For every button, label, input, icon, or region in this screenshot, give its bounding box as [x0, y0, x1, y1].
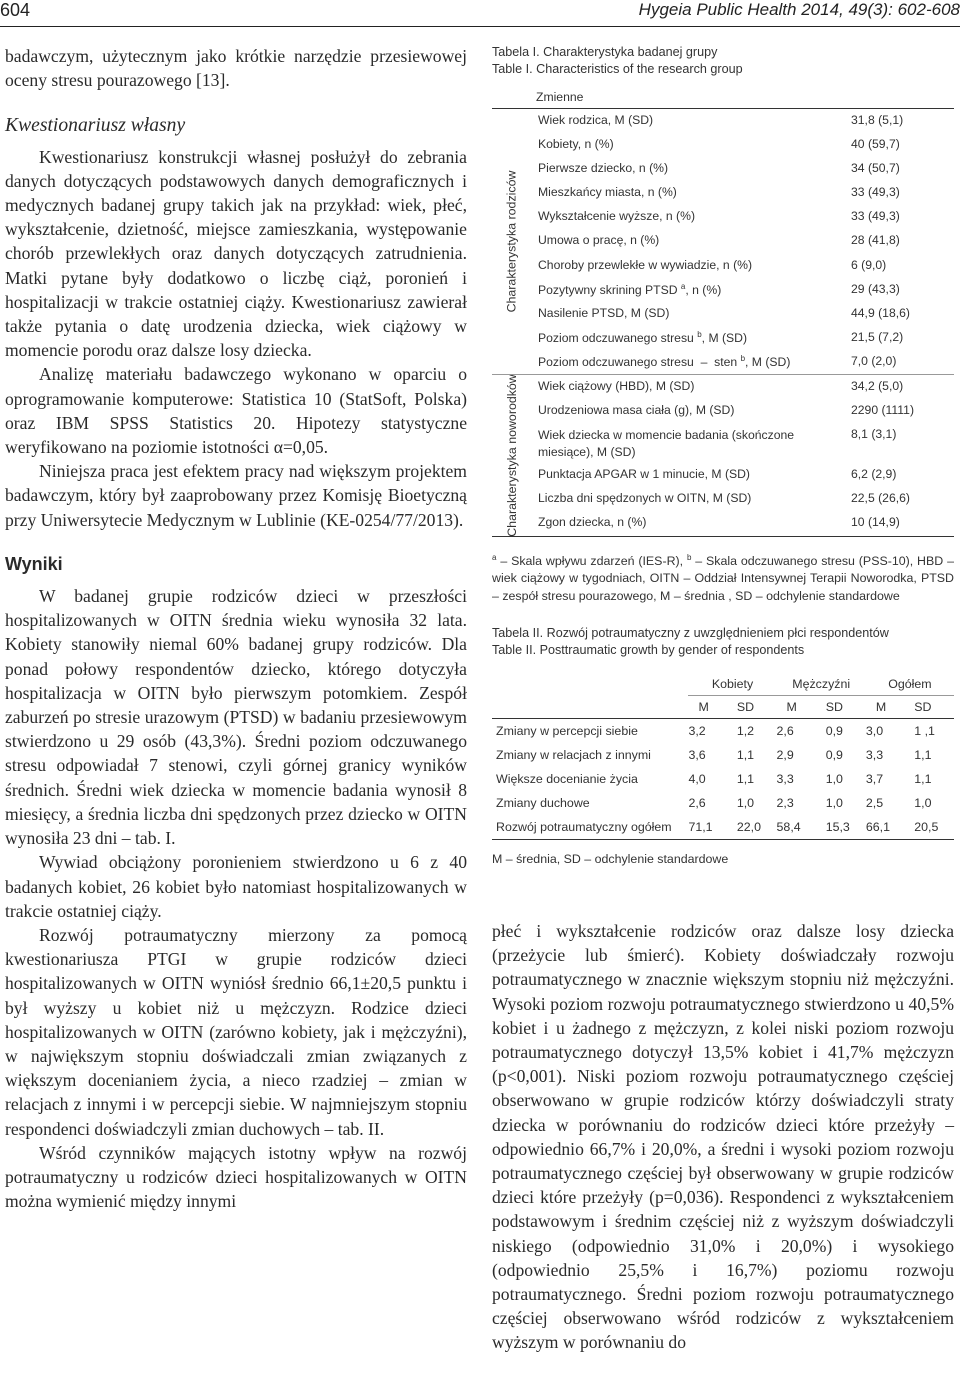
table-row: [492, 791, 954, 815]
cell: 1,0: [736, 796, 755, 811]
table-row: [492, 229, 954, 253]
row-value: 44,9 (18,6): [851, 305, 910, 320]
cell: 3,7: [865, 772, 884, 787]
table-row: [492, 350, 954, 374]
cell: 3,2: [688, 724, 706, 739]
left-column: [5, 44, 467, 1213]
paragraph: Rozwój potraumatyczny mierzony za pomocą kwestionariusza PTGI w grupie rodziców dzieci hospitalizowanych w OITN wyniósł średnio 66,1±20,5 punktu i był wyższy u kobiet niż u mężczyzn. Rodzice dzieci hospitalizowanych w OITN (zarówno kobiety, jak i mężczyźni), w największym stopniu doświadczali zmian związanych z większym docenianiem życia, a nieco rzadziej – zmian w relacjach z innymi i w percepcji siebie. W najmniejszym stopniu respondenci doświadczyli zmian duchowych – tab. II.: [5, 924, 467, 1139]
cell: 15,3: [826, 815, 866, 840]
group-label: Charakterystyka rodziców: [504, 170, 519, 313]
row-value: 7,0 (2,0): [851, 353, 897, 368]
header-cell: SD: [826, 696, 866, 719]
right-body-text: płeć i wykształcenie rodziców oraz dalsze losy dziecka (przeżycie lub śmierć). Kobiety doświadczały rozwoju potraumatycznego w znacznie większym stopniu niż mężczyźni. Wysoki poziom rozwoju potraumatycznego stwierdzono u 40,5% kobiet i u żadnego z mężczyzn, z kolei niski poziom rozwoju potraumatycznego dotyczył 13,5% kobiet i 41,7% mężczyzn (p<0,001). Niski poziom rozwoju potraumatycznego częściej obserwowano w grupie rodziców którzy doświadczyli straty dziecka w porównaniu do rodziców dzieci które przeżyły – odpowiednio 66,7% i 20,0%, a średni i wysoki poziom rozwoju potraumatycznego częściej był obserwowany w grupie rodziców dzieci które przeżyły (p=0,036). Respondenci z wykształceniem podstawowym i średnim częściej niż z wyższym doświadczyli niskiego (odpowiednio 31,0% i 20,0%) i wysokiego (odpowiednio 25,5% i 16,7%) poziomu rozwoju potraumatycznego. Średni poziom rozwoju potraumatycznego częściej obserwowano wśród rodziców z wykształceniem wyższym w porównaniu do: [492, 921, 954, 1353]
cell: 1,1: [736, 772, 755, 787]
row-label: Pierwsze dziecko, n (%): [538, 161, 669, 176]
section-heading-results: Wyniki: [5, 553, 63, 574]
cell: 3,0: [865, 724, 884, 739]
cell: 1,0: [914, 796, 932, 811]
cell: 2,5: [865, 796, 884, 811]
row-value: 6,2 (2,9): [851, 467, 897, 482]
table-row: [492, 181, 954, 205]
row-label: Punktacja APGAR w 1 minucie, M (SD): [538, 467, 750, 482]
footnote-mark: b: [740, 353, 746, 363]
header-cell: SD: [914, 696, 954, 719]
row-value: 33 (49,3): [851, 185, 900, 200]
row-label: Mieszkańcy miasta, n (%): [538, 185, 677, 200]
row-value: 33 (49,3): [851, 209, 900, 224]
row-label: Wiek dziecka w momencie badania (skończone miesiące), M (SD): [538, 428, 795, 460]
table-row: [492, 278, 954, 302]
cell: 2,6: [776, 724, 794, 739]
row-label-text: Poziom odczuwanego stresu – sten: [538, 355, 738, 369]
table-row: [492, 815, 954, 840]
row-label: Rozwój potraumatyczny ogółem: [492, 815, 688, 840]
cell: 1,1: [914, 772, 932, 787]
paragraph: Wywiad obciążony poronieniem stwierdzono u 6 z 40 badanych kobiet, 26 kobiet było natomiast hospitalizowanych w trakcie ostatniej ciąży.: [5, 852, 467, 921]
cell: 3,6: [688, 748, 706, 763]
table-row: [492, 374, 954, 399]
cell: 2,9: [776, 748, 794, 763]
table-row: [492, 133, 954, 157]
row-label: Wykształcenie wyższe, n (%): [538, 209, 696, 224]
table1-caption: [492, 44, 954, 78]
group-label: Charakterystyka noworodków: [504, 373, 519, 537]
table-row: [492, 719, 954, 744]
footnote-mark: a: [492, 552, 497, 562]
cell: 1 ,1: [914, 724, 935, 739]
table1-footnote: [492, 549, 954, 606]
table2-caption-en: Table II. Posttraumatic growth by gender of respondents: [492, 643, 805, 658]
table-row: [492, 302, 954, 326]
row-label: Wiek ciążowy (HBD), M (SD): [538, 379, 695, 394]
header-cell: Ogółem: [866, 673, 954, 696]
table1-header-label: Zmienne: [536, 90, 584, 104]
table-row: [492, 399, 954, 423]
cell: 3,3: [865, 748, 884, 763]
row-label: Zgon dziecka, n (%): [538, 515, 647, 530]
cell: 20,5: [914, 815, 954, 840]
header-cell: M: [688, 696, 736, 719]
table-row: [492, 423, 954, 463]
row-label: [538, 282, 803, 297]
row-label-tail: , M (SD): [745, 355, 791, 369]
cell: 58,4: [777, 815, 826, 840]
table2-caption-pl: Tabela II. Rozwój potraumatyczny z uwzględnieniem płci respondentów: [492, 626, 889, 641]
footnote-mark: b: [697, 329, 702, 339]
cell: 1,0: [825, 772, 843, 787]
row-label-tail: , n (%): [685, 282, 722, 297]
row-value: 6 (9,0): [851, 257, 887, 272]
cell: 66,1: [866, 815, 914, 840]
table2: [492, 673, 954, 840]
row-value: 10 (14,9): [851, 515, 900, 530]
header-cell: M: [866, 696, 914, 719]
table-row: [492, 511, 954, 536]
right-column: [492, 44, 954, 866]
row-label: Umowa o pracę, n (%): [538, 233, 660, 248]
cell: 1,1: [914, 748, 932, 763]
cell: 2,6: [688, 796, 706, 811]
cell: 71,1: [688, 815, 736, 840]
row-value: 22,5 (26,6): [851, 491, 910, 506]
paragraph: W badanej grupie rodziców dzieci w przeszłości hospitalizowanych w OITN średnia wieku wynosiła 32 lata. Kobiety stanowiły niemal 60% badanej grupy rodziców. Dla ponad połowy respondentów dziecko, którego dotyczyła hospitalizacja w OITN było pierwszym potomkiem. Zespół zaburzeń po stresie urazowym (PTSD) w badaniu przesiewowym stwierdzono u 29 osób (43,3%). Średni poziom odczuwanego stresu odpowiadał 7 stenowi, czyli górnej granicy wyników średnich. Średni wiek dziecka w momencie badania wynosił 8 miesięcy, a średnia liczba dni spędzonych przez dziecko w OITN wynosiła 23 dni – tab. I.: [5, 586, 467, 849]
table-row: [492, 326, 954, 350]
table-row: [492, 157, 954, 181]
table-row: [492, 487, 954, 511]
journal-citation: Hygeia Public Health 2014, 49(3): 602-608: [638, 0, 960, 19]
row-label: Wiek rodzica, M (SD): [538, 113, 654, 127]
paragraph: Kwestionariusz konstrukcji własnej posłużył do zebrania danych dotyczących podstawowych danych demograficznych i medycznych badanej grupy takich jak na przykład: wiek, płeć, wykształcenie, dzietność, miejsce zamieszkania, występowanie chorób przewlekłych oraz danych dotyczących zatrudnienia. Matki pytane były dodatkowo o liczbę ciąż, poronień i hospitalizacji w trakcie ostatniej ciąży. Kwestionariusz zawierał także pytania o datę urodzenia dziecka, wiek ciążowy w momencie porodu oraz dalsze losy dziecka.: [5, 146, 467, 361]
cell: 0,9: [825, 724, 843, 739]
table-row: [492, 254, 954, 278]
row-value: 21,5 (7,2): [851, 329, 904, 344]
row-label: [538, 354, 803, 369]
row-label: Zmiany w percepcji siebie: [496, 724, 638, 739]
header-cell: SD: [737, 696, 777, 719]
row-label-text: Pozytywny skrining PTSD: [538, 282, 678, 297]
row-value: 40 (59,7): [851, 137, 900, 152]
row-label: Liczba dni spędzonych w OITN, M (SD): [538, 491, 752, 506]
paragraph: Niniejsza praca jest efektem pracy nad większym projektem badawczym, który był zaaprobowany przez Komisję Bioetyczną przy Uniwersytecie Medycznym w Lublinie (KE-0254/77/2013).: [5, 461, 467, 530]
table1-caption-en: Table I. Characteristics of the research group: [492, 62, 743, 76]
footnote-mark: a: [680, 281, 686, 291]
row-label: Nasilenie PTSD, M (SD): [538, 305, 670, 320]
row-value: 34 (50,7): [851, 161, 900, 176]
table-row: [492, 205, 954, 229]
row-label: Kobiety, n (%): [538, 137, 614, 152]
table1-caption-pl: Tabela I. Charakterystyka badanej grupy: [492, 45, 718, 59]
header-cell: [492, 673, 688, 696]
row-label: Większe docenianie życia: [496, 772, 638, 787]
table-row: [492, 463, 954, 487]
header-cell: Mężczyźni: [777, 673, 866, 696]
header-cell: Kobiety: [688, 673, 776, 696]
row-label: [538, 330, 803, 345]
row-value: 28 (41,8): [851, 233, 900, 248]
row-label: Zmiany duchowe: [496, 796, 590, 811]
header-cell: [492, 696, 688, 719]
footnote-mark: b: [686, 552, 692, 562]
table1: [492, 86, 954, 537]
header-cell: M: [777, 696, 826, 719]
table-header-row: [492, 696, 954, 719]
row-label-tail: , M (SD): [701, 330, 748, 345]
page-header: [0, 0, 960, 27]
row-value: 31,8 (5,1): [851, 113, 904, 127]
table1-header: [492, 86, 954, 109]
paragraph: Analizę materiału badawczego wykonano w oparciu o oprogramowanie komputerowe: Statistica 10 (StatSoft, Polska) oraz IBM SPSS Statistics 20. Hipotezy statystyczne weryfikowano na poziomie istotności α=0,05.: [5, 364, 467, 458]
table2-caption: [492, 625, 954, 659]
footnote-text: – Skala wpływu zdarzeń (IES-R),: [496, 553, 687, 568]
row-value: 34,2 (5,0): [851, 379, 904, 394]
cell: 4,0: [688, 772, 706, 787]
table-row: [492, 109, 954, 133]
intro-paragraph: badawczym, użytecznym jako krótkie narzędzie przesiewowej oceny stresu pourazowego [13].: [5, 46, 467, 91]
cell: 22,0: [737, 815, 777, 840]
cell: 1,0: [825, 796, 843, 811]
row-label-text: Poziom odczuwanego stresu: [538, 330, 694, 345]
table-row: [492, 743, 954, 767]
row-label: Zmiany w relacjach z innymi: [496, 748, 651, 763]
cell: 1,1: [736, 748, 755, 763]
cell: 1,2: [736, 724, 755, 739]
paragraph: Wśród czynników mających istotny wpływ na rozwój potraumatyczny u rodziców dzieci hospitalizowanych w OITN można wymienić między innymi: [5, 1142, 467, 1212]
row-label: Urodzeniowa masa ciała (g), M (SD): [538, 403, 735, 418]
table-header-row: [492, 673, 954, 696]
cell: 3,3: [776, 772, 794, 787]
footnote-text: – Skala odczuwanego stresu (PSS-10), HBD – wiek ciążowy w tygodniach, OITN – Oddział Intensywnej Terapii Noworodka, PTSD – zespół stresu pourazowego, M – średnia , SD – odchylenie standardowe: [492, 553, 954, 603]
row-value: 2290 (1111): [851, 403, 915, 418]
cell: 2,3: [776, 796, 794, 811]
section-heading-questionnaire: Kwestionariusz własny: [5, 115, 186, 137]
page-number: 604: [0, 0, 31, 20]
row-value: 8,1 (3,1): [851, 427, 897, 442]
cell: 0,9: [825, 748, 843, 763]
row-value: 29 (43,3): [851, 281, 900, 296]
row-label: Choroby przewlekłe w wywiadzie, n (%): [538, 257, 753, 272]
table-row: [492, 767, 954, 791]
table2-note: M – średnia, SD – odchylenie standardowe: [492, 852, 729, 867]
